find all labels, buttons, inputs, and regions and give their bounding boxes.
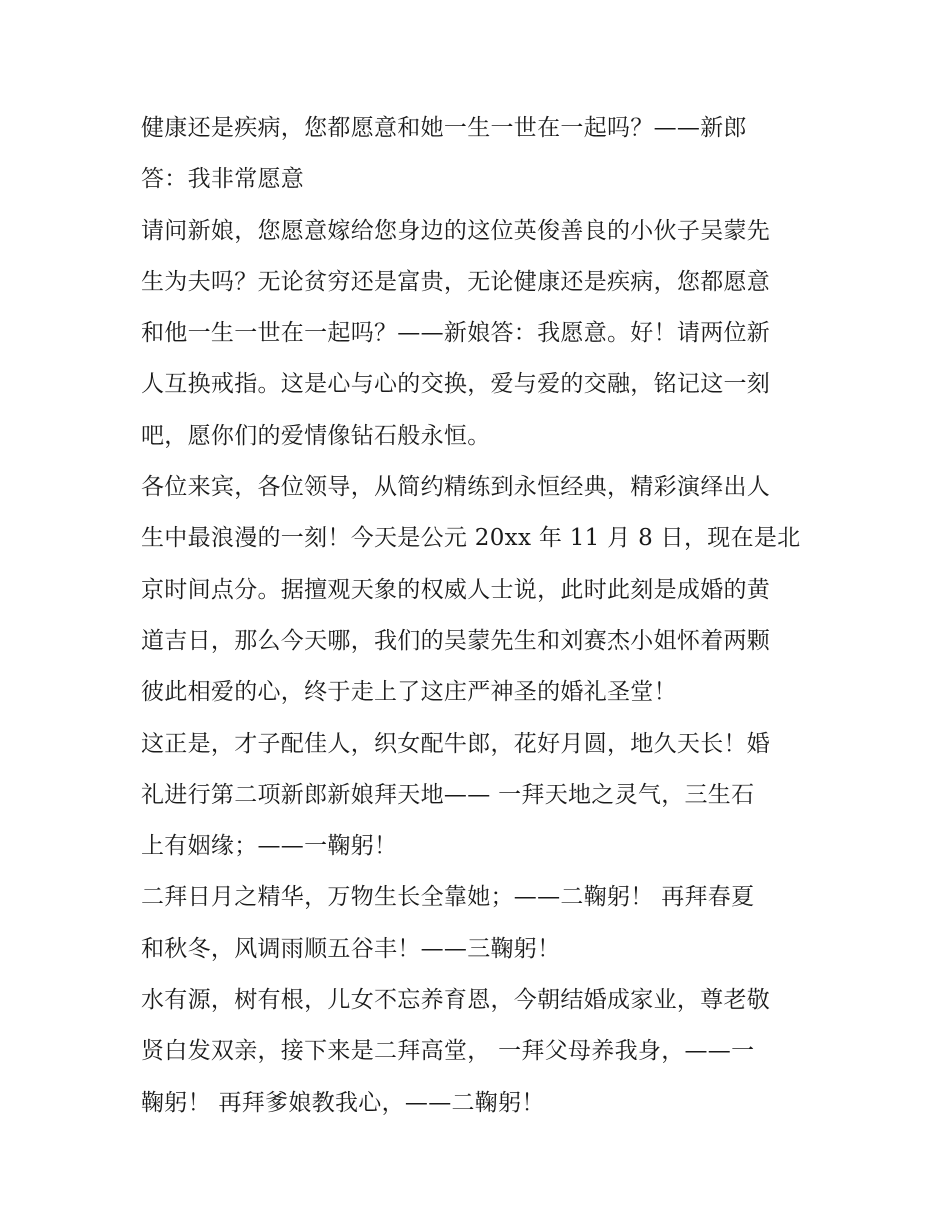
text-line: 礼进行第二项新郎新娘拜天地—— 一拜天地之灵气，三生石	[141, 781, 755, 808]
text-line: 贤白发双亲，接下来是二拜高堂， 一拜父母养我身，——一	[141, 1038, 755, 1065]
text-line: 这正是，才子配佳人，织女配牛郎，花好月圆，地久天长！婚	[141, 730, 771, 757]
text-line: 请问新娘，您愿意嫁给您身边的这位英俊善良的小伙子吴蒙先	[141, 217, 771, 244]
text-line: 上有姻缘；——一鞠躬！	[141, 833, 398, 860]
text-line: 鞠躬！ 再拜爹娘教我心，——二鞠躬！	[141, 1089, 545, 1116]
text-line: 健康还是疾病，您都愿意和她一生一世在一起吗？——新郎	[141, 115, 747, 141]
text-line: 和他一生一世在一起吗？——新娘答：我愿意。好！请两位新	[141, 320, 771, 347]
text-line: 京时间点分。据擅观天象的权威人士说，此时此刻是成婚的黄	[141, 576, 771, 603]
text-line: 答：我非常愿意	[141, 166, 305, 193]
text-line: 水有源，树有根，儿女不忘养育恩，今朝结婚成家业，尊老敬	[141, 987, 771, 1014]
text-line: 生中最浪漫的一刻！今天是公元 20xx 年 11 月 8 日，现在是北	[141, 525, 801, 552]
text-line: 吧，愿你们的爱情像钻石般永恒。	[141, 422, 491, 449]
text-line: 彼此相爱的心，终于走上了这庄严神圣的婚礼圣堂！	[141, 679, 677, 706]
text-line: 人互换戒指。这是心与心的交换，爱与爱的交融，铭记这一刻	[141, 371, 771, 398]
text-line: 和秋冬，风调雨顺五谷丰！——三鞠躬！	[141, 935, 561, 962]
document-body	[141, 103, 821, 1129]
text-line: 道吉日，那么今天哪，我们的吴蒙先生和刘赛杰小姐怀着两颗	[141, 627, 771, 654]
text-line: 各位来宾，各位领导，从简约精练到永恒经典，精彩演绎出人	[141, 474, 771, 501]
text-line: 生为夫吗？无论贫穷还是富贵，无论健康还是疾病，您都愿意	[141, 268, 771, 295]
text-line: 二拜日月之精华，万物生长全靠她；——二鞠躬！ 再拜春夏	[141, 884, 755, 911]
